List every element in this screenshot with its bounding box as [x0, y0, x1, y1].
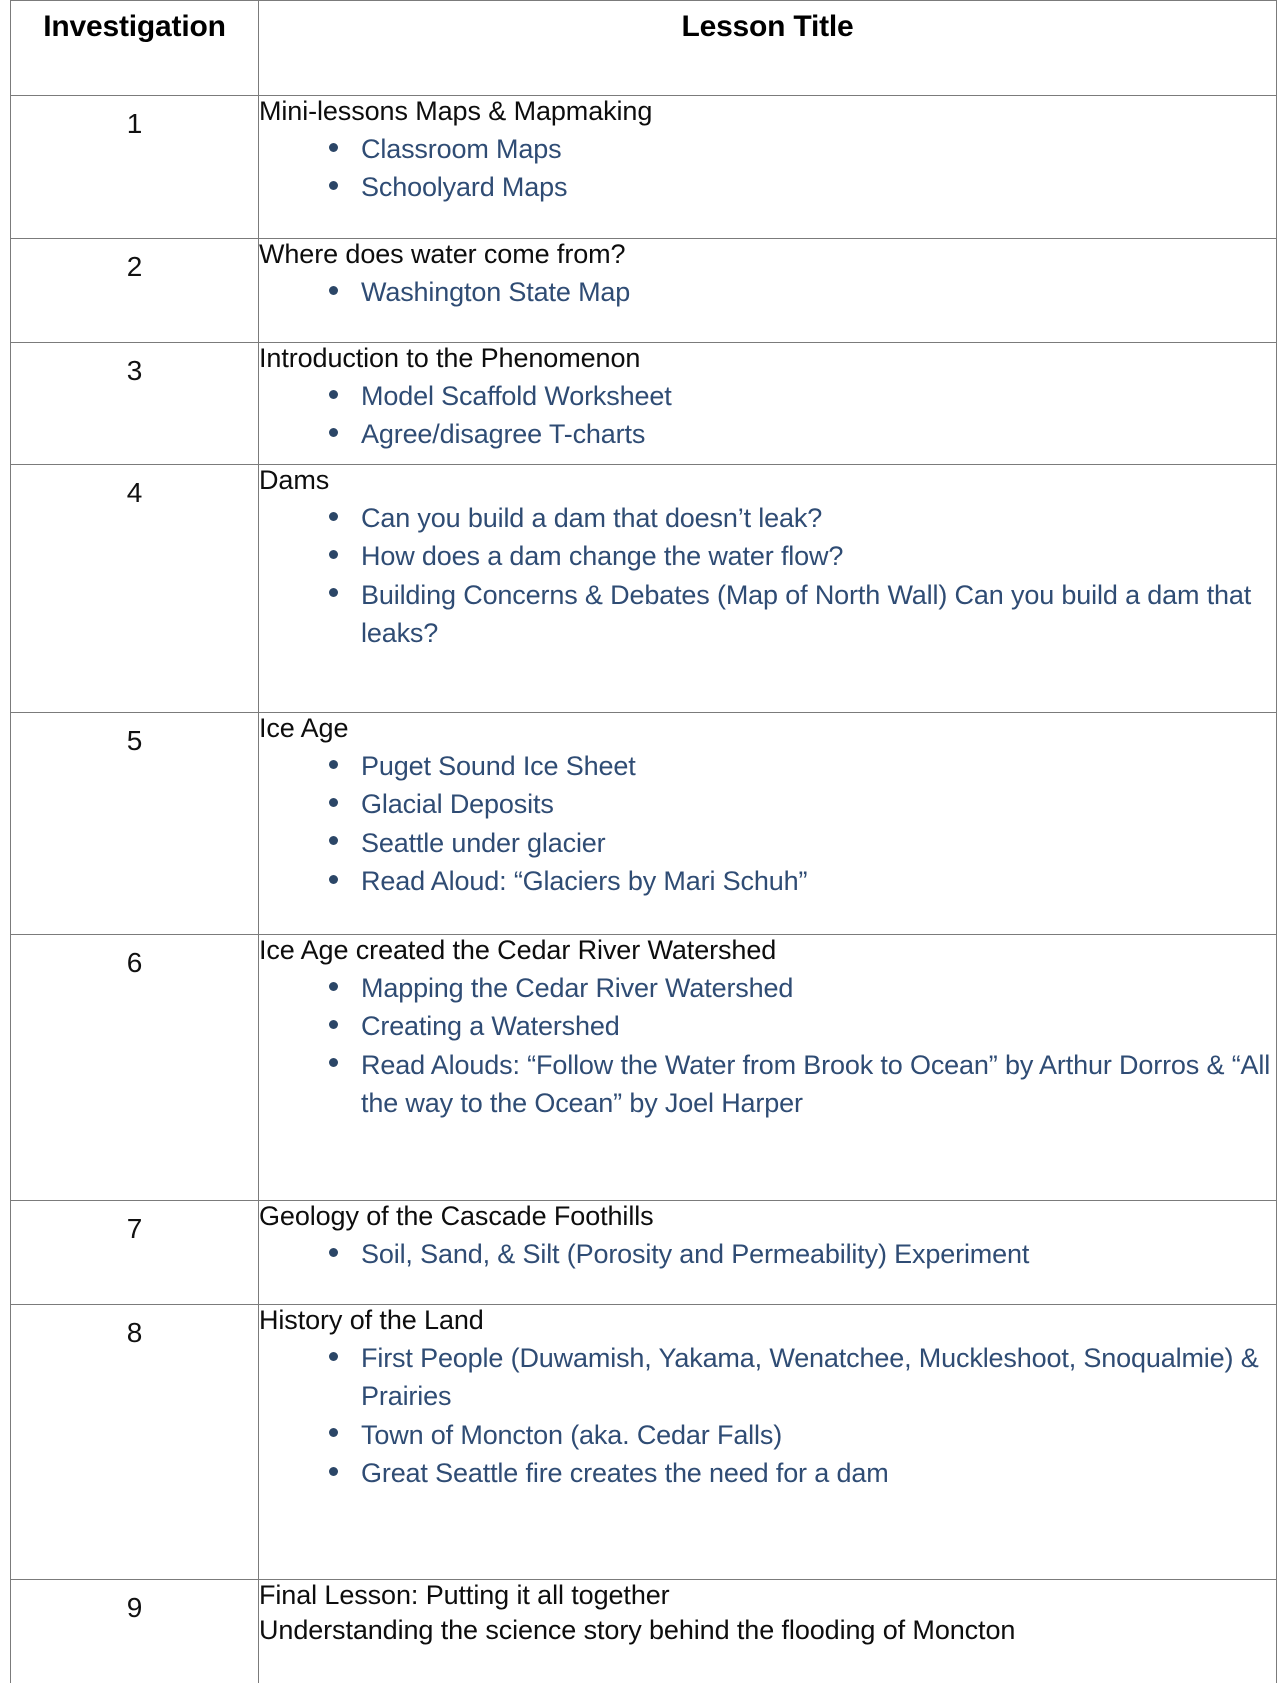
list-item-label: First People (Duwamish, Yakama, Wenatchee, Muckleshoot, Snoqualmie) & Prairies	[361, 1342, 1259, 1412]
list-item-label: Read Aloud: “Glaciers by Mari Schuh”	[361, 865, 808, 896]
lesson-title-cell	[259, 1201, 1277, 1305]
list-item	[259, 1416, 1276, 1454]
investigation-number-cell	[11, 96, 259, 239]
bullet-icon	[329, 982, 338, 991]
investigation-number: 2	[126, 251, 143, 282]
investigation-number: 4	[126, 477, 143, 508]
list-item	[259, 576, 1276, 653]
list-item	[259, 862, 1276, 900]
investigation-number-cell	[11, 935, 259, 1201]
bullet-icon	[329, 181, 338, 190]
lesson-bullet-list	[259, 747, 1276, 900]
table-body	[11, 96, 1277, 1683]
lesson-heading: Introduction to the Phenomenon	[259, 343, 641, 373]
bullet-icon	[329, 512, 338, 521]
column-header-lesson-title-label: Lesson Title	[681, 10, 854, 43]
table-row	[11, 465, 1277, 713]
bullet-icon	[329, 286, 338, 295]
bullet-icon	[329, 1467, 338, 1476]
lesson-title-cell	[259, 935, 1277, 1201]
list-item	[259, 1046, 1276, 1123]
list-item	[259, 273, 1276, 311]
bullet-icon	[329, 875, 338, 884]
table-row	[11, 1305, 1277, 1580]
list-item-label: Soil, Sand, & Silt (Porosity and Permeability) Experiment	[361, 1238, 1030, 1269]
column-header-lesson-title	[259, 1, 1277, 96]
table-header	[11, 1, 1277, 96]
bullet-icon	[329, 1428, 338, 1437]
lesson-plan-table	[10, 0, 1277, 1683]
investigation-number-cell	[11, 1201, 259, 1305]
list-item	[259, 824, 1276, 862]
lesson-bullet-list	[259, 130, 1276, 207]
lesson-heading: Ice Age created the Cedar River Watershed	[259, 935, 777, 965]
investigation-number: 5	[126, 725, 143, 756]
list-item-label: Glacial Deposits	[361, 789, 554, 820]
list-item	[259, 1339, 1276, 1416]
lesson-heading: History of the Land	[259, 1305, 484, 1335]
list-item-label: Washington State Map	[361, 276, 631, 307]
lesson-title-cell	[259, 465, 1277, 713]
bullet-icon	[329, 836, 338, 845]
list-item-label: Classroom Maps	[361, 133, 562, 164]
bullet-icon	[329, 1352, 338, 1361]
list-item	[259, 130, 1276, 168]
lesson-bullet-list	[259, 377, 1276, 454]
list-item	[259, 537, 1276, 575]
lesson-title-cell	[259, 96, 1277, 239]
lesson-bullet-list	[259, 499, 1276, 652]
table-row	[11, 239, 1277, 343]
bullet-icon	[329, 1020, 338, 1029]
lesson-heading: Ice Age	[259, 713, 349, 743]
list-item	[259, 377, 1276, 415]
bullet-icon	[329, 428, 338, 437]
list-item-label: How does a dam change the water flow?	[361, 541, 844, 572]
list-item	[259, 1235, 1276, 1273]
list-item-label: Agree/disagree T-charts	[361, 419, 646, 450]
list-item-label: Schoolyard Maps	[361, 172, 568, 203]
investigation-number: 3	[126, 355, 143, 386]
bullet-icon	[329, 798, 338, 807]
table-row	[11, 96, 1277, 239]
bullet-icon	[329, 1248, 338, 1257]
list-item	[259, 747, 1276, 785]
list-item-label: Mapping the Cedar River Watershed	[361, 972, 794, 1003]
lesson-heading: Where does water come from?	[259, 239, 626, 269]
lesson-title-cell	[259, 239, 1277, 343]
table-row	[11, 1201, 1277, 1305]
bullet-icon	[329, 550, 338, 559]
list-item-label: Town of Moncton (aka. Cedar Falls)	[361, 1419, 783, 1450]
list-item	[259, 415, 1276, 453]
lesson-heading: Final Lesson: Putting it all together	[259, 1580, 670, 1610]
investigation-number-cell	[11, 465, 259, 713]
list-item-label: Read Alouds: “Follow the Water from Brook to Ocean” by Arthur Dorros & “All the way to the Ocean” by Joel Harper	[361, 1049, 1271, 1118]
investigation-number-cell	[11, 1580, 259, 1683]
investigation-number: 7	[126, 1213, 143, 1244]
investigation-number: 8	[126, 1317, 143, 1348]
bullet-icon	[329, 390, 338, 399]
lesson-heading: Geology of the Cascade Foothills	[259, 1201, 654, 1231]
investigation-number-cell	[11, 239, 259, 343]
investigation-number-cell	[11, 343, 259, 465]
lesson-title-cell	[259, 713, 1277, 935]
bullet-icon	[329, 143, 338, 152]
list-item-label: Model Scaffold Worksheet	[361, 380, 672, 411]
bullet-icon	[329, 1058, 338, 1067]
lesson-heading: Dams	[259, 465, 330, 495]
list-item	[259, 168, 1276, 206]
lesson-bullet-list	[259, 1235, 1276, 1273]
list-item	[259, 785, 1276, 823]
list-item-label: Creating a Watershed	[361, 1011, 620, 1042]
table-row	[11, 343, 1277, 465]
list-item	[259, 1454, 1276, 1492]
investigation-number-cell	[11, 1305, 259, 1580]
investigation-number-cell	[11, 713, 259, 935]
investigation-number: 9	[126, 1592, 143, 1623]
lesson-title-cell	[259, 1580, 1277, 1683]
lesson-bullet-list	[259, 1339, 1276, 1492]
list-item-label: Puget Sound Ice Sheet	[361, 750, 636, 781]
table-row	[11, 1580, 1277, 1683]
column-header-investigation-label: Investigation	[43, 10, 226, 43]
lesson-bullet-list	[259, 969, 1276, 1122]
list-item-label: Can you build a dam that doesn’t leak?	[361, 502, 823, 533]
lesson-bullet-list	[259, 273, 1276, 311]
table-header-row	[11, 1, 1277, 96]
lesson-title-cell	[259, 343, 1277, 465]
list-item-label: Great Seattle fire creates the need for a dam	[361, 1457, 889, 1488]
list-item	[259, 1007, 1276, 1045]
table-row	[11, 935, 1277, 1201]
lesson-heading: Mini-lessons Maps & Mapmaking	[259, 96, 653, 126]
bullet-icon	[329, 588, 338, 597]
table-row	[11, 713, 1277, 935]
list-item-label: Building Concerns & Debates (Map of North Wall) Can you build a dam that leaks?	[361, 579, 1252, 648]
list-item-label: Seattle under glacier	[361, 827, 606, 858]
list-item	[259, 499, 1276, 537]
list-item	[259, 969, 1276, 1007]
lesson-subline: Understanding the science story behind the flooding of Moncton	[259, 1614, 1016, 1645]
bullet-icon	[329, 760, 338, 769]
lesson-title-cell	[259, 1305, 1277, 1580]
investigation-number: 1	[126, 108, 143, 139]
investigation-number: 6	[126, 947, 143, 978]
column-header-investigation	[11, 1, 259, 96]
